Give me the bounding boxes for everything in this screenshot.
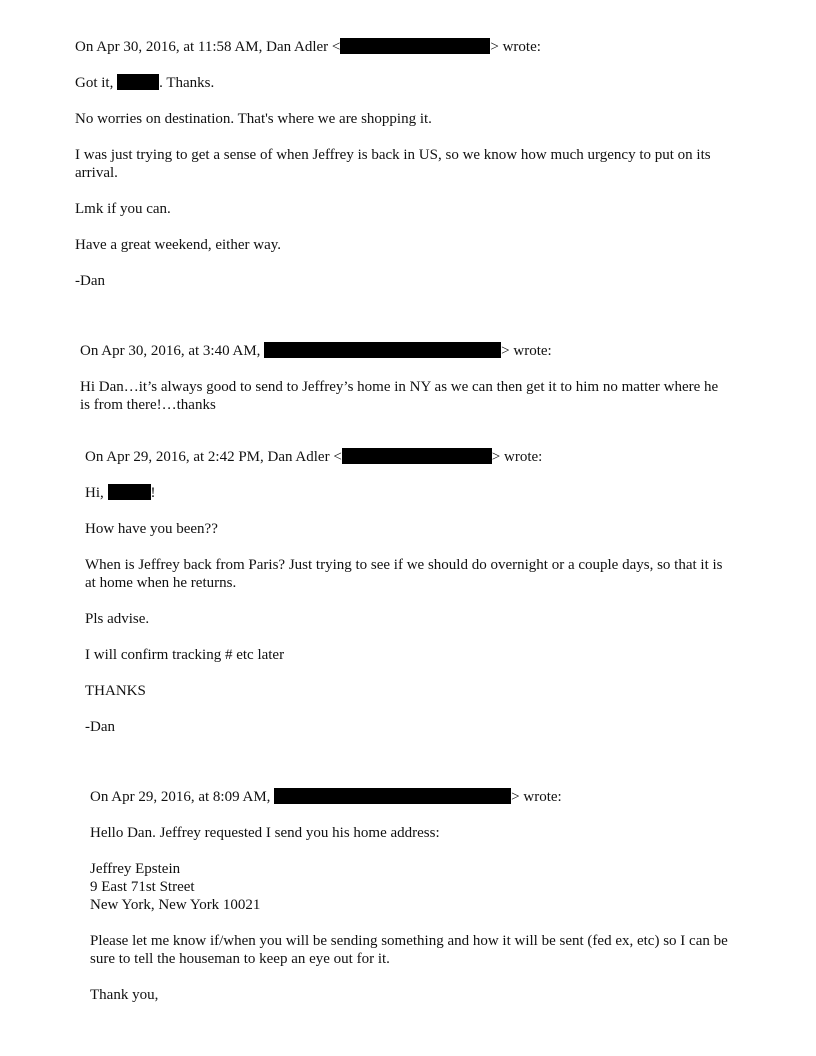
- redacted-sender-block: [274, 788, 511, 804]
- message-3-paragraph: I will confirm tracking # etc later: [85, 647, 285, 663]
- message-3-paragraph: How have you been??: [85, 521, 218, 537]
- address-line: New York, New York 10021: [90, 897, 261, 913]
- message-1-header: [75, 38, 541, 56]
- header-text-end: > wrote:: [501, 343, 552, 359]
- message-4-paragraph: Please let me know if/when you will be sending something and how it will be sent (fed ex, etc) so I can be sure to tell the houseman to keep an eye out for it.: [90, 933, 728, 967]
- redacted-sender-block: [264, 342, 501, 358]
- message-1-greeting: [75, 74, 214, 92]
- greeting-text: Got it,: [75, 75, 118, 91]
- address-line: Jeffrey Epstein: [90, 861, 181, 877]
- header-text-end: > wrote:: [490, 39, 541, 55]
- message-4-header: [90, 788, 562, 806]
- header-text: On Apr 30, 2016, at 3:40 AM,: [80, 343, 265, 359]
- header-text-end: > wrote:: [511, 789, 562, 805]
- message-4-closing: Thank you,: [90, 987, 159, 1003]
- message-3-paragraph: Pls advise.: [85, 611, 150, 627]
- message-3-paragraph: THANKS: [85, 683, 146, 699]
- message-1-paragraph: No worries on destination. That's where we are shopping it.: [75, 111, 432, 127]
- message-1-signature: -Dan: [75, 273, 105, 289]
- greeting-text-end: . Thanks.: [159, 75, 215, 91]
- address-line: 9 East 71st Street: [90, 879, 195, 895]
- message-2-header: [80, 342, 552, 360]
- header-text: On Apr 29, 2016, at 8:09 AM,: [90, 789, 275, 805]
- message-3-header: [85, 448, 542, 466]
- message-2-paragraph: Hi Dan…it’s always good to send to Jeffrey’s home in NY as we can then get it to him no matter where he is from there!…thanks: [80, 379, 719, 413]
- message-1-paragraph: Have a great weekend, either way.: [75, 237, 282, 253]
- message-3-signature: -Dan: [85, 719, 115, 735]
- message-1-paragraph: I was just trying to get a sense of when Jeffrey is back in US, so we know how much urgency to put on its arrival.: [75, 147, 711, 181]
- message-3-paragraph: When is Jeffrey back from Paris? Just trying to see if we should do overnight or a couple days, so that it is at home when he returns.: [85, 557, 723, 591]
- header-text: On Apr 30, 2016, at 11:58 AM, Dan Adler <: [75, 39, 341, 55]
- redacted-email-block: [340, 38, 490, 54]
- redacted-name-block: [108, 484, 151, 500]
- message-4-paragraph: Hello Dan. Jeffrey requested I send you his home address:: [90, 825, 440, 841]
- greeting-text: Hi,: [85, 485, 108, 501]
- greeting-text-end: !: [150, 485, 156, 501]
- redacted-email-block: [342, 448, 492, 464]
- redacted-name-block: [117, 74, 159, 90]
- message-3-greeting: [85, 484, 156, 502]
- message-1-paragraph: Lmk if you can.: [75, 201, 171, 217]
- header-text-end: > wrote:: [491, 449, 543, 465]
- header-text: On Apr 29, 2016, at 2:42 PM, Dan Adler <: [85, 449, 342, 465]
